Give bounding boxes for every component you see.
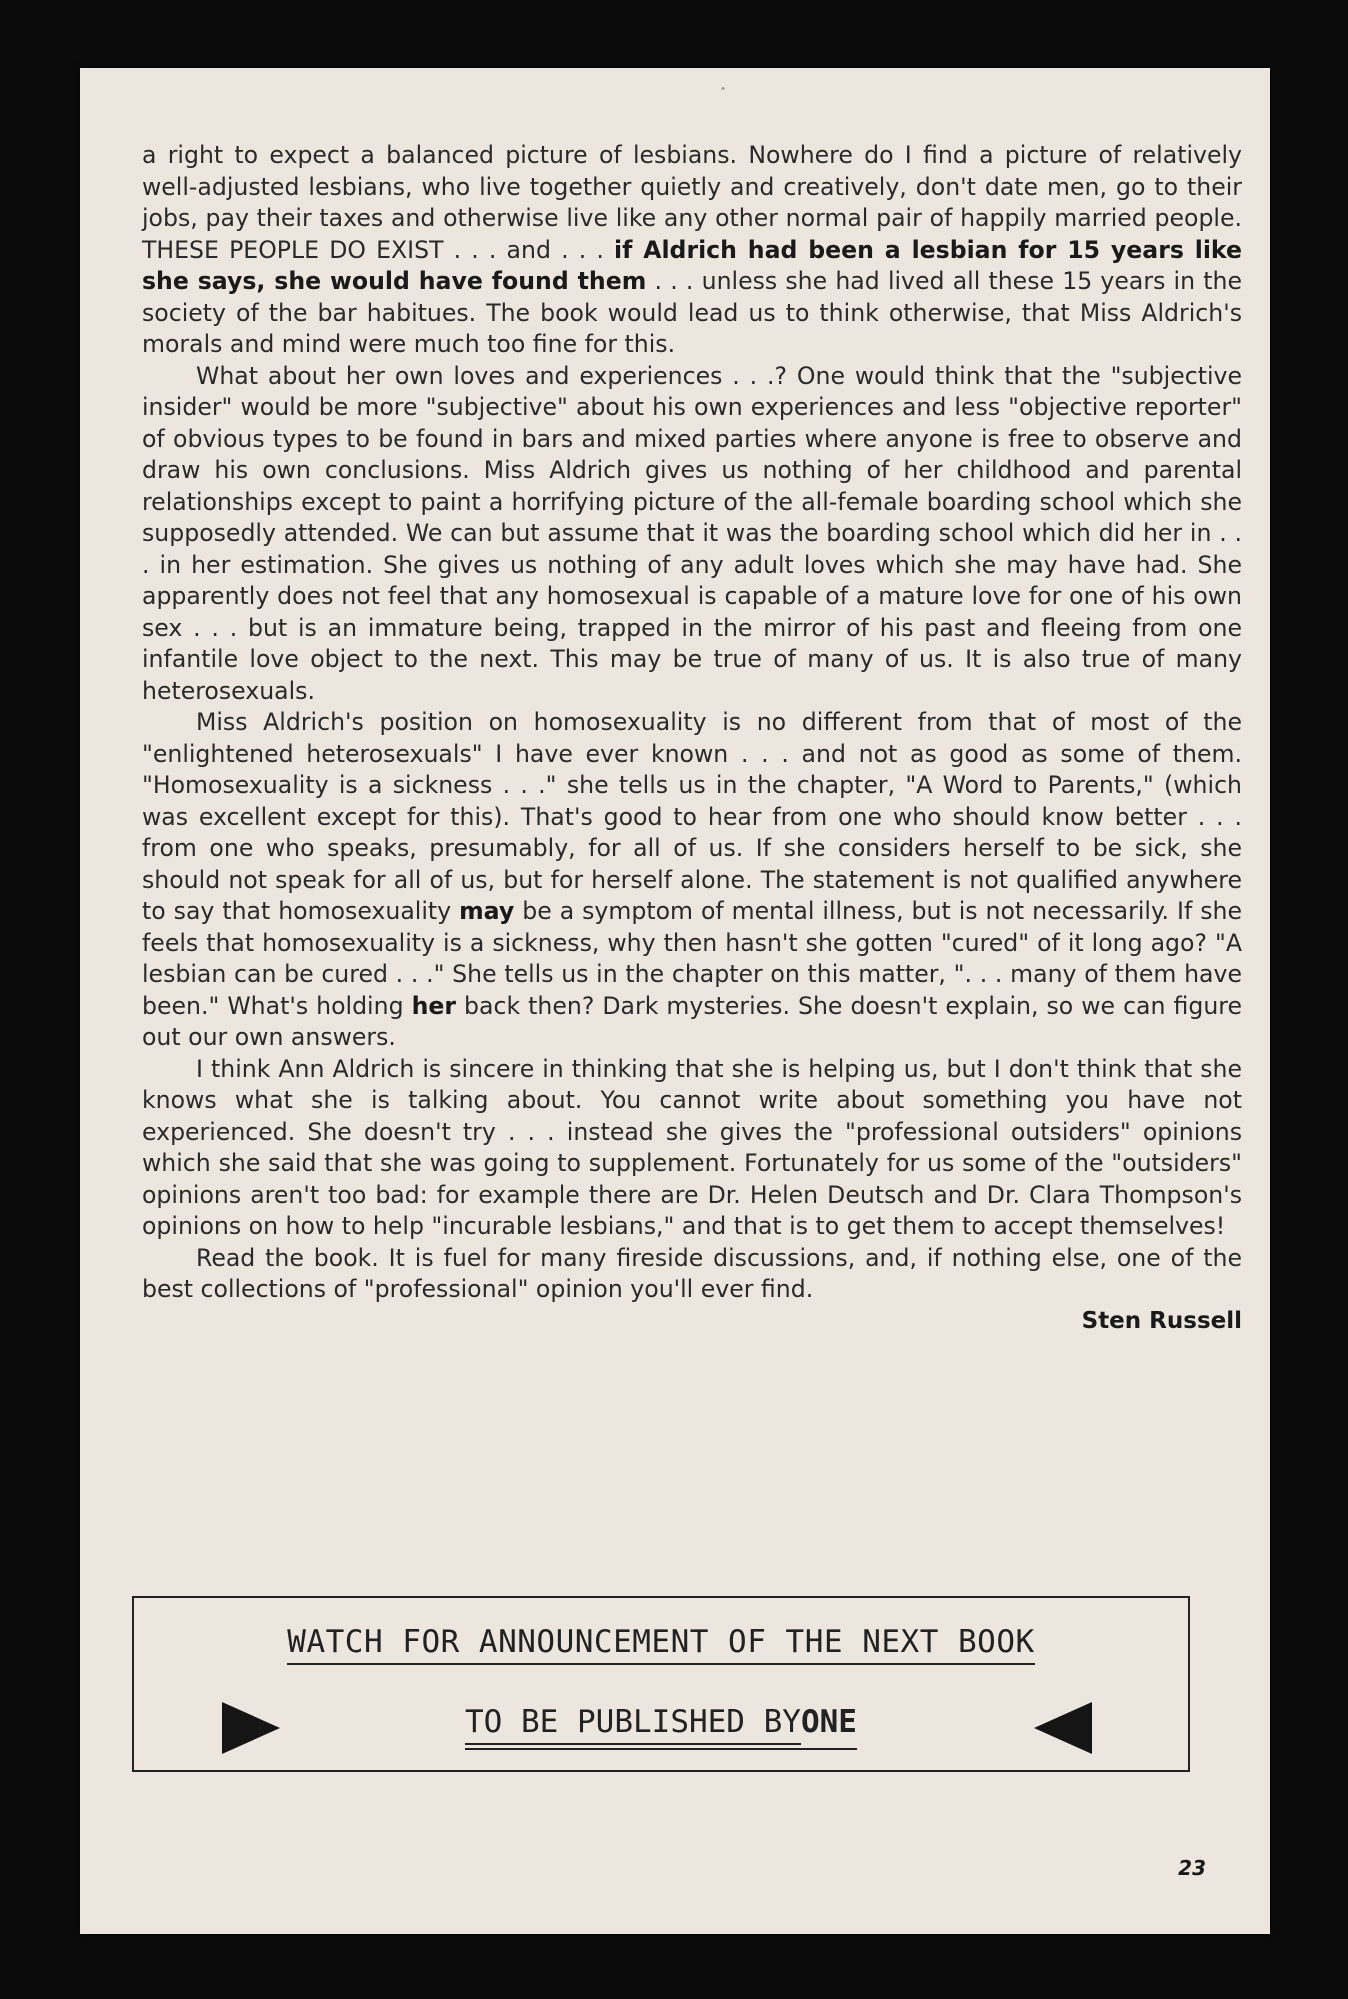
paragraph-1-part-c: . . . unless she had lived all these 15 years in the society of the bar habitues. The book would lead us to think otherwise, that Miss Aldrich's morals and mind were much too fine for this.: [142, 267, 1242, 358]
paragraph-3-part-e: back then? Dark mysteries. She doesn't explain, so we can figure out our own answers.: [142, 991, 1242, 1051]
author-signature: Sten Russell: [1081, 1307, 1242, 1334]
paragraph-3-bold-her: her: [411, 991, 457, 1020]
review-text: [142, 140, 1242, 1337]
paragraph-1-part-a: a right to expect a balanced picture of lesbians. Nowhere do I find a picture of relatively well-adjusted lesbians, who live together quietly and creatively, don't date men, go to their jobs, pay their taxes and otherwise live like any other normal pair of happily married people. THESE PEOPLE DO EXIST . . . and . . .: [142, 141, 1242, 264]
print-mark: ˆ: [720, 86, 726, 100]
announcement-subline: [134, 1704, 1188, 1750]
paragraph-1-bold: if Aldrich had been a lesbian for 15 years like she says, she would have found them: [142, 235, 1242, 295]
announcement-subline-text: TO BE PUBLISHED BY: [465, 1704, 801, 1745]
announcement-box: [132, 1596, 1190, 1772]
page-number: 23: [1178, 1856, 1206, 1880]
paragraph-3-part-a: Miss Aldrich's position on homosexuality is no different from that of most of the "enlightened heterosexuals" I have ever known . . . and not as good as some of them. "Homosexuality is a sickness . . ." she tells us in the chapter, "A Word to Parents," (which was excellent except for this). That's good to hear from one who should know better . . . from one who speaks, presumably, for all of us. If she considers herself to be sick, she should not speak for all of us, but for herself alone. The statement is not qualified anywhere to say that homosexuality: [142, 708, 1242, 925]
paragraph-2: What about her own loves and experiences . . .? One would think that the "subjective insider" would be more "subjective" about his own experiences and less "objective reporter" of obvious types to be found in bars and mixed parties where anyone is free to observe and draw his own conclusions. Miss Aldrich gives us nothing of her childhood and parental relationships except to paint a horrifying picture of the all-female boarding school which she supposedly attended. We can but assume that it was the boarding school which did her in . . . in her estimation. She gives us nothing of any adult loves which she may have had. She apparently does not feel that any homosexual is capable of a mature love for one of his own sex . . . but is an immature being, trapped in the mirror of his past and fleeing from one infantile love object to the next. This may be true of many of us. It is also true of many heterosexuals.: [142, 361, 1242, 705]
paragraph-5: Read the book. It is fuel for many fireside discussions, and, if nothing else, one of the best collections of "professional" opinion you'll ever find.: [142, 1243, 1242, 1303]
paragraph-4: I think Ann Aldrich is sincere in thinking that she is helping us, but I don't think that she knows what she is talking about. You cannot write about something you have not experienced. She doesn't try . . . instead she gives the "professional outsiders" opinions which she said that she was going to supplement. Fortunately for us some of the "outsiders" opinions aren't too bad: for example there are Dr. Helen Deutsch and Dr. Clara Thompson's opinions on how to help "incurable lesbians," and that is to get them to accept themselves!: [142, 1054, 1242, 1240]
paragraph-3-bold-may: may: [459, 897, 515, 925]
paragraph-3-part-c: be a symptom of mental illness, but is not necessarily. If she feels that homosexuality is a sickness, why then hasn't she gotten "cured" of it long ago? "A lesbian can be cured . . ." She tells us in the chapter on this matter, ". . . many of them have been." What's holding: [142, 897, 1242, 1020]
publisher-name: ONE: [800, 1704, 857, 1740]
left-pointing-arrow-icon: [1034, 1702, 1092, 1754]
magazine-page: [80, 68, 1270, 1934]
announcement-headline: WATCH FOR ANNOUNCEMENT OF THE NEXT BOOK: [134, 1624, 1188, 1665]
paragraph-1: [142, 140, 1242, 361]
paragraph-3: [142, 707, 1242, 1054]
